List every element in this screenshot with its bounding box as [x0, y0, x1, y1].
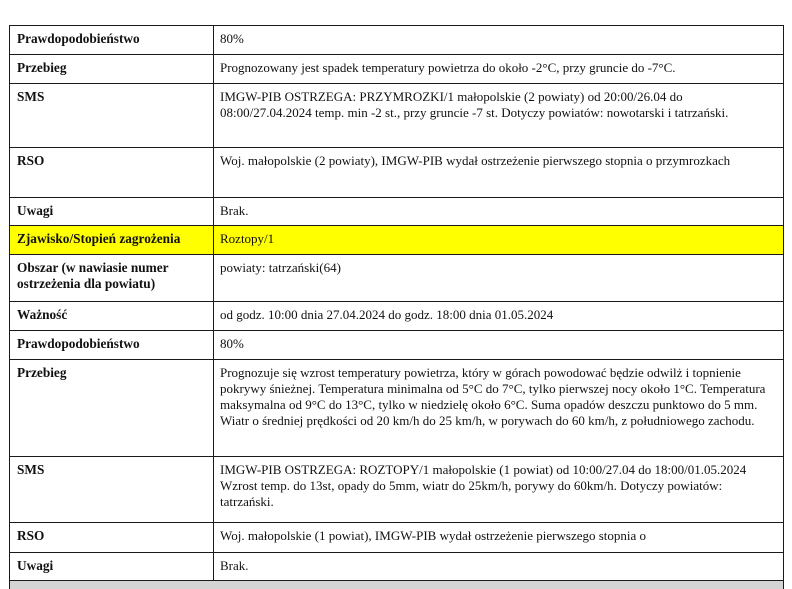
row-label: Uwagi	[10, 198, 214, 226]
table-row-sms-1	[10, 84, 784, 148]
row-value: IMGW-PIB OSTRZEGA: PRZYMROZKI/1 małopolskie (2 powiaty) od 20:00/26.04 do 08:00/27.04.2024 temp. min -2 st., przy gruncie -7 st. Dotyczy powiatów: nowotarski i tatrzański.	[214, 84, 784, 148]
row-label: Ważność	[10, 302, 214, 331]
row-label: RSO	[10, 523, 214, 553]
table-row-sms-2	[10, 457, 784, 523]
table-row-probability-1	[10, 26, 784, 55]
table-row-area	[10, 255, 784, 302]
table-row-validity	[10, 302, 784, 331]
table-row-remarks-1	[10, 198, 784, 226]
row-value: 80%	[214, 331, 784, 360]
row-value: Woj. małopolskie (2 powiaty), IMGW-PIB wydał ostrzeżenie pierwszego stopnia o przymrozkach	[214, 148, 784, 198]
row-label: Prawdopodobieństwo	[10, 331, 214, 360]
warning-details-table	[9, 25, 784, 581]
row-label: Przebieg	[10, 55, 214, 84]
row-value: Prognozuje się wzrost temperatury powietrza, który w górach powodować będzie odwilż i topnienie pokrywy śnieżnej. Temperatura minimalna od 5°C do 7°C, tylko pierwszej nocy około 1°C. Temperatura maksymalna od 9°C do 13°C, tylko w niedzielę około 6°C. Suma opadów deszczu punktowo do 5 mm. Wiatr o średniej prędkości od 20 km/h do 25 km/h, w porywach do 60 km/h, z południowego zachodu.	[214, 360, 784, 457]
row-value: Brak.	[214, 553, 784, 581]
table-row-rso-1	[10, 148, 784, 198]
table-row-course-1	[10, 55, 784, 84]
row-value: od godz. 10:00 dnia 27.04.2024 do godz. 18:00 dnia 01.05.2024	[214, 302, 784, 331]
table-row-course-2	[10, 360, 784, 457]
row-value: 80%	[214, 26, 784, 55]
row-value: Brak.	[214, 198, 784, 226]
row-label: Uwagi	[10, 553, 214, 581]
row-label: SMS	[10, 457, 214, 523]
table-row-rso-2	[10, 523, 784, 553]
row-label: Prawdopodobieństwo	[10, 26, 214, 55]
table-row-remarks-2	[10, 553, 784, 581]
row-label: Obszar (w nawiasie numer ostrzeżenia dla powiatu)	[10, 255, 214, 302]
table-row-probability-2	[10, 331, 784, 360]
row-label: RSO	[10, 148, 214, 198]
row-value: IMGW-PIB OSTRZEGA: ROZTOPY/1 małopolskie (1 powiat) od 10:00/27.04 do 18:00/01.05.2024 Wzrost temp. do 13st, opady do 5mm, wiatr do 25km/h, porywy do 60km/h. Dotyczy powiatów: tatrzański.	[214, 457, 784, 523]
table-row-phenomenon-highlight	[10, 226, 784, 255]
row-label: Zjawisko/Stopień zagrożenia	[10, 226, 214, 255]
row-value: Prognozowany jest spadek temperatury powietrza do około -2°C, przy gruncie do -7°C.	[214, 55, 784, 84]
row-value: Roztopy/1	[214, 226, 784, 255]
row-label: SMS	[10, 84, 214, 148]
row-value: powiaty: tatrzański(64)	[214, 255, 784, 302]
table-footer-shading	[9, 581, 784, 589]
row-value: Woj. małopolskie (1 powiat), IMGW-PIB wydał ostrzeżenie pierwszego stopnia o	[214, 523, 784, 553]
row-label: Przebieg	[10, 360, 214, 457]
